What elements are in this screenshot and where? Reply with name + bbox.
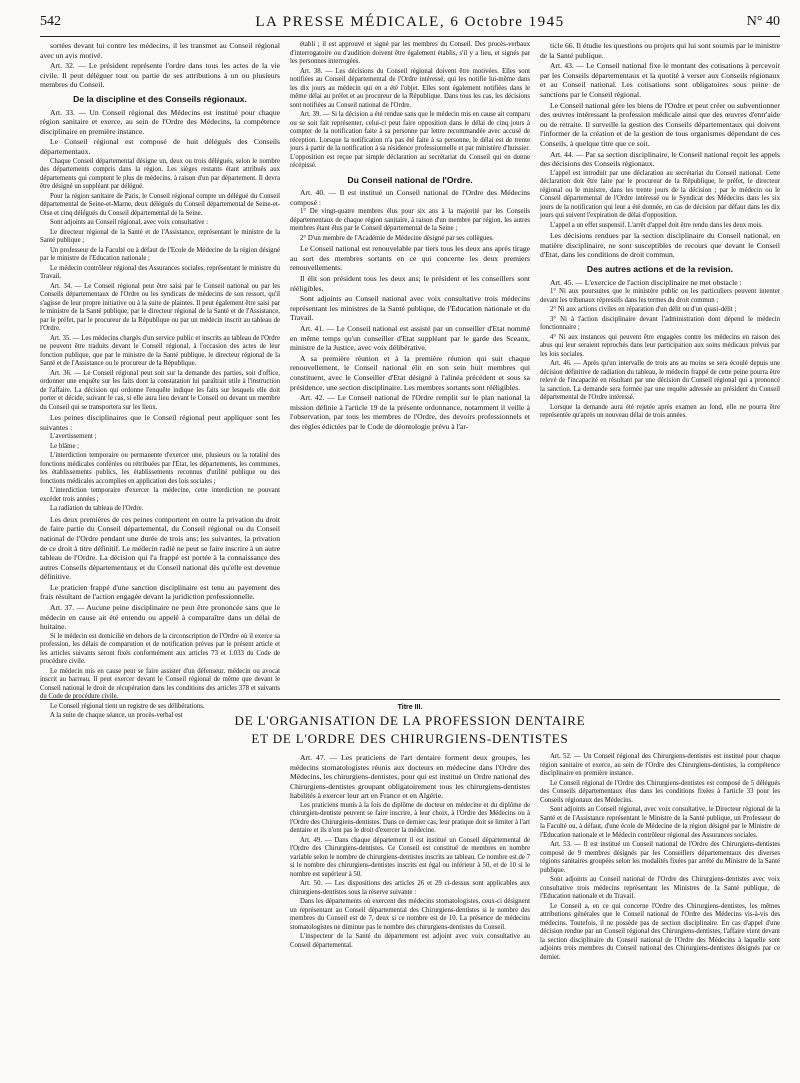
paragraph: Sont adjoints au Conseil national avec voix consultative trois médecins représentant les ministres de la Santé publique, de l'Education nationale et du Travail. [290, 294, 530, 323]
paragraph: Chaque Conseil départemental désigne un, deux ou trois délégués, selon le nombre des départements compris dans la région. Les sièges restants étant attribués aux départements qui comptent le plus de médecins, à raison d'un par département. Il devra être désigné un suppléant par délégué. [40, 157, 280, 191]
paragraph: Les décisions rendues par la section disciplinaire du Conseil national, en matière disciplinaire, ne sont susceptibles de recours que devant le Conseil d'Etat, dans les conditions de droit commun. [540, 231, 780, 260]
paragraph: A la suite de chaque séance, un procès-verbal est [50, 712, 183, 720]
bottom-columns [40, 753, 780, 1083]
paragraph: Art. 43. — Le Conseil national fixe le montant des cotisations à percevoir par les Conseils départementaux et la quotité à verser aux Conseils régionaux et au Conseil national. Les cotisations sont obligatoires sous peine de sanctions par le Conseil régional. [540, 61, 780, 99]
paragraph: sortées devant lui contre les médecins, il les transmet au Conseil régional avec un avis motivé. [40, 41, 280, 60]
paragraph: Art. 46. — Après qu'un intervalle de trois ans au moins se sera écoulé depuis une décision définitive de radiation du tableau, le médecin frappé de cette peine pourra être relevé de l'incapacité en résultant par une décision du Conseil régional qui a prononcé la sanction. La demande sera formée par une requête adressée au président du Conseil départemental de l'Ordre intéressé. [540, 360, 780, 402]
paragraph: Art. 42. — Le Conseil national de l'Ordre remplit sur le plan national la mission définie à l'article 19 de la présente ordonnance, notamment il veille à l'observation, par tous les membres de l'Ordre, des devoirs professionnels et des règles édictées par le Code de déontologie prévu à l'ar- [290, 393, 530, 431]
paragraph: Le praticien frappé d'une sanction disciplinaire est tenu au payement des frais résultant de l'action engagée devant la juridiction professionnelle. [40, 582, 280, 602]
paragraph: établi ; il est approuvé et signé par les membres du Conseil. Des procès-verbaux d'interrogatoire ou d'audition doivent être également établis, s'il y a lieu, et signés par les personnes interrogées. [290, 41, 530, 65]
list-item: 2° Ni aux actions civiles en réparation d'un délit ou d'un quasi-délit ; [550, 306, 737, 314]
column-5 [290, 753, 530, 1083]
paragraph: Il élit son président tous les deux ans; le président et les conseillers sont rééligibles. [290, 274, 530, 293]
paragraph: Les praticiens munis à la fois du diplôme de docteur en médecine et du diplôme de chirurgien-dentiste peuvent se faire inscrire, à leur choix, à l'Ordre des Médecins ou à l'Ordre des Chirurgiens-dentistes. Dans ce dernier cas, leur pratique doit se limiter à l'art dentaire et ils n'ont pas le droit d'exercer la médecine. [290, 801, 530, 835]
list-item: 2° D'un membre de l'Académie de Médecine désigné par ses collègues. [300, 234, 494, 242]
column-2 [290, 41, 530, 722]
paragraph: Un professeur de la Faculté ou à défaut de l'Ecole de Médecine de la région désigné par le ministre de l'Education nationale ; [40, 246, 280, 263]
paragraph: Le Conseil régional tient un registre de ses délibérations. [50, 702, 205, 710]
paragraph: Lorsque la demande aura été rejetée après examen au fond, elle ne pourra être représentée qu'après un nouveau délai de trois années. [540, 403, 780, 420]
paragraph: Art. 41. — Le Conseil national est assisté par un conseiller d'Etat nommé en même temps qu'un conseiller d'Etat suppléant par le garde des Sceaux, ministre de la Justice, avec voix délibérative. [290, 324, 530, 353]
paragraph: Sont adjoints au Conseil national de l'Ordre des Chirurgiens-dentistes avec voix consultative trois médecins représentant les Ministres de la Santé publique, de l'Education nationale et du Travail. [540, 876, 780, 900]
column-6 [540, 753, 780, 1083]
paragraph: Art. 49. — Dans chaque département il est institué un Conseil départemental de l'Ordre des Chirurgiens-dentistes. Ce Conseil est constitué de membres en nombre variable selon le nombre de chirurgiens-dentistes inscrits au tableau. Ce nombre est de 7 si le nombre des chirurgiens-dentistes inscrits est égal ou inférieur à 50, et de 10 si le nombre est supérieur à 50. [290, 836, 530, 878]
paragraph: Pour la région sanitaire de Paris, le Conseil régional compte un délégué du Conseil départemental de Seine-et-Marne, deux délégués du Conseil départemental de Seine-et-Oise et cinq délégués du Conseil départemental de la Seine. [40, 192, 280, 217]
paragraph: Le Conseil national est renouvelable par tiers tous les deux ans après tirage au sort des membres sortants en ce qui concerne les deux premiers renouvellements. [290, 244, 530, 273]
paragraph: Le Conseil national gère les biens de l'Ordre et peut créer ou subventionner des œuvres intéressant la profession médicale ainsi que des œuvres d'entr'aide ou de retraite. Il surveille la gestion des Conseils départementaux qui doivent l'informer de la création et de la gestion de tous organismes dépendant de ces Conseils, à quelque titre que ce soit. [540, 100, 780, 148]
list-item: 4° Ni aux instances qui peuvent être engagées contre les médecins en raison des abus qui leur seraient reprochés dans leur participation aux soins médicaux prévus par les lois sociales. [540, 333, 780, 358]
paragraph: Art. 47. — Les praticiens de l'art dentaire forment deux groupes, les médecins stomatologistes réunis aux docteurs en médecine dans l'Ordre des Médecins, les chirurgiens-dentistes, pour qui est institué un Ordre national des Chirurgiens-dentistes groupant obligatoirement tous les chirurgiens-dentistes habilités à exercer leur art en France et en Algérie. [290, 753, 530, 801]
list-item: 1° Ni aux poursuites que le ministère public ou les particuliers peuvent intenter devant les tribunaux répressifs dans les termes du droit commun ; [540, 288, 780, 304]
paragraph: Art. 44. — Par sa section disciplinaire, le Conseil national reçoit les appels des décisions des Conseils régionaux. [540, 149, 780, 169]
paragraph: Le Conseil régional de l'Ordre des Chirurgiens-dentistes est composé de 5 délégués des Conseils départementaux élus dans les conditions fixées à l'article 33 pour les Conseils régionaux des Médecins. [540, 779, 780, 804]
paragraph: Art. 53. — Il est institué un Conseil national de l'Ordre des Chirurgiens-dentistes composé de 9 membres désignés par les Conseillers départementaux des diverses régions sanitaires groupées selon les modalités fixées par arrêté du Ministre de la Santé publique. [540, 841, 780, 874]
paragraph: Dans les départements où exercent des médecins stomatologistes, ceux-ci désignent un représentant au Conseil départemental des Chirurgiens-dentistes si le nombre des membres du Conseil est de 7, deux si ce nombre est de 10. La présence de médecins stomatologistes ne diminue pas le nombre des chirurgiens-dentistes du Conseil. [290, 898, 530, 931]
paragraph: Art. 52. — Un Conseil régional des Chirurgiens-dentistes est institué pour chaque région sanitaire et exerce, au sein de l'Ordre des Chirurgiens-dentistes, la compétence disciplinaire en première instance. [540, 753, 780, 777]
paragraph: Art. 40. — Il est institué un Conseil national de l'Ordre des Médecins composé : [290, 188, 530, 207]
paragraph: Art. 32. — Le président représente l'ordre dans tous les actes de la vie civile. Il peut déléguer tout ou partie de ses attributions à un ou plusieurs membres du Conseil. [40, 61, 280, 90]
paragraph: Art. 45. — L'exercice de l'action disciplinaire ne met obstacle : [550, 277, 742, 287]
paragraph: Art. 50. — Les dispositions des articles 26 et 29 ci-dessus sont applicables aux chirurgiens-dentistes sous la réserve suivante : [290, 880, 530, 896]
section-title-line-2: ET DE L'ORDRE DES CHIRURGIENS-DENTISTES [251, 731, 569, 746]
column-3 [540, 41, 780, 722]
paragraph: Art. 35. — Les médecins chargés d'un service public et inscrits au tableau de l'Ordre ne peuvent être traduits devant le Conseil régional, à l'occasion des actes de leur fonction publique, que par le ministre de la Santé publique, le directeur régional de la Santé et de l'Assistance ou le procureur de la République. [40, 334, 280, 368]
paragraph: Si le médecin est domicilié en dehors de la circonscription de l'Ordre où il exerce sa profession, les délais de comparution et de notification prévus par le présent article et les articles suivants seront fixés conformément aux articles 73 et 1.033 du Code de procédure civile. [40, 632, 280, 666]
paragraph: L'appel a un effet suspensif. L'arrêt d'appel doit être rendu dans les deux mois. [550, 221, 763, 229]
paragraph: L'inspecteur de la Santé du département est adjoint avec voix consultative au Conseil départemental. [290, 933, 530, 949]
list-item: 3° Ni à l'action disciplinaire devant l'administration dont dépend le médecin fonctionnaire ; [540, 315, 780, 332]
column-1 [40, 41, 280, 722]
list-item: L'interdiction temporaire d'exercer la médecine, cette interdiction ne pouvant excéder trois années ; [40, 487, 280, 503]
section-heading: Du Conseil national de l'Ordre. [347, 174, 473, 185]
section-title-line-1: DE L'ORGANISATION DE LA PROFESSION DENTAIRE [234, 713, 586, 728]
paragraph: A sa première réunion et à la première réunion qui suit chaque renouvellement, le Conseil national élit en son sein huit membres qui constituent, avec le Conseiller d'Etat désigné à l'alinéa précédent et sous sa présidence, une section disciplinaire. Les membres sortants sont rééligibles. [290, 353, 530, 392]
paragraph: Art. 34. — Le Conseil régional peut être saisi par le Conseil national ou par les Conseils départementaux de l'Ordre ou les syndicats de médecins de son ressort, qu'il s'agisse de leur propre initiative ou à la suite de plaintes. Il peut également être saisi par le ministre de la Santé publique, par le directeur régional de la Santé et de l'Assistance, par le préfet, par le procureur de la République ou par un médecin inscrit au tableau de l'Ordre. [40, 282, 280, 333]
page-header [40, 14, 780, 37]
paragraph: Le Conseil a, en ce qui concerne l'Ordre des Chirurgiens-dentistes, les mêmes attributions générales que le Conseil national de l'Ordre des Médecins vis-à-vis des médecins. Toutefois, il ne possède pas de section disciplinaire. En cas d'appel d'une décision rendue par un Conseil régional des Chirurgiens-dentistes, l'affaire vient devant la section disciplinaire du Conseil national de l'Ordre des Médecins à laquelle sont adjoints trois membres du Conseil national des Chirurgiens-dentistes désignés par ce dernier. [540, 902, 780, 961]
journal-title: LA PRESSE MÉDICALE, 6 Octobre 1945 [255, 14, 565, 30]
list-item: L'avertissement ; [50, 433, 97, 441]
paragraph: Sont adjoints au Conseil régional, avec voix consultative : [50, 219, 208, 227]
section-heading: De la discipline et des Conseils régionaux. [73, 93, 247, 104]
paragraph: Art. 33. — Un Conseil régional des Médecins est institué pour chaque région sanitaire et exerce, au sein de l'Ordre des Médecins, la compétence disciplinaire en première instance. [40, 107, 280, 136]
title-label: Titre III. [397, 704, 423, 711]
list-item: L'interdiction temporaire ou permanente d'exercer une, plusieurs ou la totalité des fonctions médicales conférées ou rétribuées par l'Etat, les départements, les communes, les établissements publics, les établissements reconnus d'utilité publique ou des fonctions médicales accomplies en application des lois sociales ; [40, 452, 280, 485]
list-item: Le blâme ; [50, 442, 80, 450]
list-item: 1° De vingt-quatre membres élus pour six ans à la majorité par les Conseils départementaux de chaque région sanitaire, à raison d'un membre par région, les autres membres étant élus par le Conseil départemental de la Seine ; [290, 208, 530, 233]
paragraph: Art. 39. — Si la décision a été rendue sans que le médecin mis en cause ait comparu ou se soit fait représenter, celui-ci peut faire opposition dans le délai de cinq jours à compter de la notification faite à sa personne par lettre recommandée avec accusé de réception. Lorsque la notification n'a pas été faite à sa personne, le délai est de trente jours à partir de la notification à sa résidence professionnelle et par ministère d'huissier. L'opposition est reçue par simple déclaration au secrétariat du Conseil qui en donne récépissé. [290, 111, 530, 169]
issue-number: N° 40 [746, 14, 780, 29]
paragraph: Sont adjoints au Conseil régional, avec voix consultative, le Directeur régional de la Santé et de l'Assistance représentant le Ministre de la Santé publique, un Professeur de la Faculté ou, à défaut, d'une école de Médecine de la région désigné par le Ministre de l'Education nationale et le Médecin contrôleur régional des Assurances sociales. [540, 806, 780, 839]
paragraph: Art. 38. — Les décisions du Conseil régional doivent être motivées. Elles sont notifiées au Conseil départemental de l'Ordre intéressé, qui les notifie lui-même dans les dix jours au médecin qui en a été l'objet. Elles sont également notifiées dans le même délai au préfet et au procureur de la République. Dans tous les cas, les décisions sont notifiées au Conseil national de l'Ordre. [290, 67, 530, 109]
list-item: La radiation du tableau de l'Ordre. [50, 505, 144, 513]
paragraph: Art. 36. — Le Conseil régional peut soit sur la demande des parties, soit d'office, ordonner une enquête sur les faits dont la constatation lui paraîtrait utile à l'instruction de l'affaire. La décision qui ordonne l'enquête indique les faits sur lesquels elle doit porter et décide, suivant le cas, si elle aura lieu devant le Conseil ou devant un membre du Conseil qui se transportera sur les lieux. [40, 369, 280, 411]
paragraph: Le médecin mis en cause peut se faire assister d'un défenseur, médecin ou avocat inscrit au barreau. Il peut exercer devant le Conseil régional de même que devant le Conseil national le droit de récupération dans les conditions des articles 378 et suivants du Code de procédure civile. [40, 667, 280, 701]
paragraph: ticle 66. Il étudie les questions ou projets qui lui sont soumis par le ministre de la Santé publique. [540, 41, 780, 60]
paragraph: L'appel est introduit par une déclaration au secrétariat du Conseil national. Cette déclaration doit être faite par le procureur de la République, le préfet, le directeur régional ou le ministre, dans les trente jours de la décision ; par le médecin ou le Conseil départemental de l'Ordre intéressé ou le Syndicat des Médecins dans les six jours de la notification qui leur a été donnée, en cas de décision par défaut dans les dix jours qui suivent l'expiration de délai d'opposition. [540, 169, 780, 220]
paragraph: Les peines disciplinaires que le Conseil régional peut appliquer sont les suivantes : [40, 413, 280, 432]
paragraph: Le médecin contrôleur régional des Assurances sociales, représentant le ministre du Travail. [40, 264, 280, 281]
paragraph: Le directeur régional de la Santé et de l'Assistance, représentant le ministre de la Santé publique ; [40, 228, 280, 245]
page-number: 542 [40, 14, 61, 29]
paragraph: Le Conseil régional est composé de huit délégués des Conseils départementaux. [40, 137, 280, 156]
paragraph: Les deux premières de ces peines comportent en outre la privation du droit de faire partie du Conseil départemental, du Conseil régional ou du Conseil national de l'Ordre pendant une durée de trois ans; les suivantes, la privation de ce droit à titre définitif. Le médecin radié ne peut se faire inscrire à un autre tableau de l'Ordre. La décision qui l'a frappé est portée à la connaissance des autres Conseils départementaux et du Conseil national dès qu'elle est devenue définitive. [40, 514, 280, 582]
paragraph: Art. 37. — Aucune peine disciplinaire ne peut être prononcée sans que le médecin en cause ait été entendu ou appelé à comparaître dans un délai de huitaine. [40, 603, 280, 632]
section-heading: Des autres actions et de la revision. [586, 264, 734, 274]
